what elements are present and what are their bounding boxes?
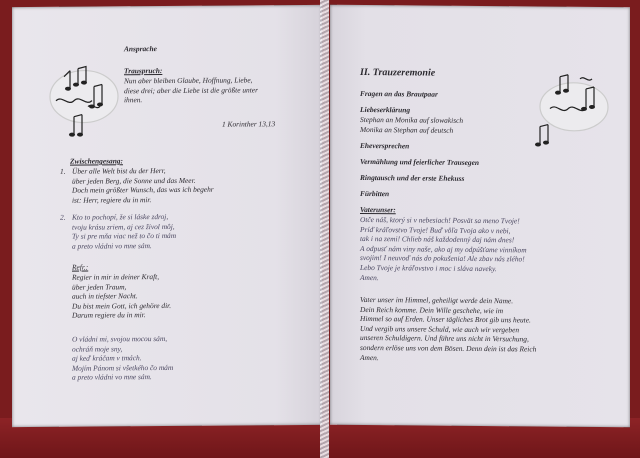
lyric-line: Über alle Welt bist du der Herr,	[72, 166, 166, 176]
prayer-line: tak i na zemi! Chlieb náš každodenný daj nám dnes!	[360, 234, 515, 245]
lyric-line: Mojím Pánom si všetkého čo mám	[72, 362, 174, 373]
lyric-line: Ty si pre mňa viac než to čo ti mám	[72, 231, 177, 241]
trauspruch-line: ihnen.	[124, 95, 143, 105]
prayer-line: Dein Reich komme. Dein Wille geschehe, wie im	[360, 304, 504, 315]
music-notes-icon	[530, 70, 614, 157]
prayer-line: Amen.	[360, 272, 379, 282]
right-page	[330, 5, 630, 428]
lyric-line: Kto to pochopí, že si láske zdroj,	[72, 211, 169, 222]
zwischengesang-label: Zwischengesang:	[70, 156, 123, 166]
bible-reference: 1 Korinther 13,13	[222, 119, 276, 129]
lyric-line: Regier in mir in deiner Kraft,	[72, 272, 160, 282]
trauspruch-text	[124, 75, 258, 105]
fragen-heading: Fragen an das Brautpaar	[360, 88, 438, 99]
song-verse-de	[72, 166, 214, 205]
trauspruch-line: Nun aber bleiben Glaube, Hoffnung, Liebe,	[124, 75, 253, 86]
ceremony-heading: II. Trauzeremonie	[360, 66, 436, 79]
vermahlung-heading: Vermählung und feierlicher Trausegen	[360, 156, 480, 167]
trauspruch-line: diese drei; aber die Liebe ist die größte unter	[124, 84, 258, 95]
eheversprechen-heading: Eheversprechen	[360, 140, 410, 151]
vater-unser-text	[360, 295, 536, 364]
text-line: Stephan an Monika auf slowakisch	[360, 114, 464, 125]
prayer-line: Himmel so auf Erden. Unser tägliches Brot gib uns heute.	[360, 314, 531, 325]
lyric-line: ochráň moje sny,	[72, 343, 123, 354]
prayer-line: svojim! I neuvoď nás do pokušenia! Ale zbav nás zlého!	[360, 253, 525, 264]
prayer-line: A odpusť nám viny naše, ako aj my odpúšťame vinníkom	[360, 243, 527, 255]
left-page	[12, 5, 322, 427]
refrain-sk	[72, 334, 173, 383]
vaterunser-label: Vaterunser:	[360, 204, 396, 215]
music-notes-icon	[44, 56, 126, 145]
prayer-line: Und vergib uns unsere Schuld, wie auch wir vergeben	[360, 323, 520, 335]
ringtausch-heading: Ringtausch und der erste Ehekuss	[360, 172, 465, 183]
verse-number: 2.	[60, 212, 66, 222]
refrain-label: Refr.:	[72, 262, 89, 272]
prayer-line: Otče náš, ktorý si v nebesiach! Posvät sa meno Tvoje!	[360, 214, 520, 226]
prayer-line: unseren Schuldigern. Und führe uns nicht in Versuchung,	[360, 333, 529, 344]
refrain-de	[72, 272, 171, 321]
prayer-line: Vater unser im Himmel, geheiligt werde dein Name.	[360, 294, 514, 306]
prayer-line: sondern erlöse uns von dem Bösen. Denn dein ist das Reich	[360, 342, 537, 354]
lyric-line: über jeden Traum,	[72, 281, 127, 292]
lyric-line: ist: Herr, regiere du in mir.	[72, 194, 152, 205]
otce-nas-text	[360, 215, 527, 284]
lyric-line: a preto vládni vo mne sám.	[72, 372, 152, 383]
liebeserklarung-heading: Liebeserklärung	[360, 104, 411, 115]
furbitten-heading: Fürbitten	[360, 188, 390, 199]
lyric-line: Darum regiere du in mir.	[72, 310, 146, 321]
lyric-line: aj keď kráčam v tmách.	[72, 353, 142, 363]
lyric-line: O vládni mi, svojou mocou sám,	[72, 333, 168, 344]
prayer-line: Amen.	[360, 352, 379, 362]
lyric-line: tvoju krásu zriem, aj cez živol môj,	[72, 221, 175, 232]
lyric-line: Doch mein größter Wunsch, das was ich begehr	[72, 184, 214, 195]
ansprache-heading: Ansprache	[124, 44, 157, 54]
trauspruch-label: Trauspruch:	[124, 66, 163, 76]
text-line: Monika an Stephan auf deutsch	[360, 124, 454, 135]
lyric-line: auch in tiefster Nacht.	[72, 291, 138, 301]
lyric-line: Du bist mein Gott, ich gehöre dir.	[72, 300, 172, 311]
binding-cord	[320, 0, 329, 458]
lyric-line: über jeden Berg, die Sonne und das Meer.	[72, 175, 196, 186]
song-verse-sk	[72, 212, 176, 251]
liebeserklarung-text	[360, 115, 463, 135]
lyric-line: a preto vládni vo mne sám.	[72, 240, 152, 251]
prayer-line: Príď kráľovstvo Tvoje! Buď vôľa Tvoja ako v nebi,	[360, 224, 511, 235]
prayer-line: Lebo Tvoje je kráľovstvo i moc i sláva naveky.	[360, 262, 497, 274]
verse-number: 1.	[60, 166, 66, 176]
